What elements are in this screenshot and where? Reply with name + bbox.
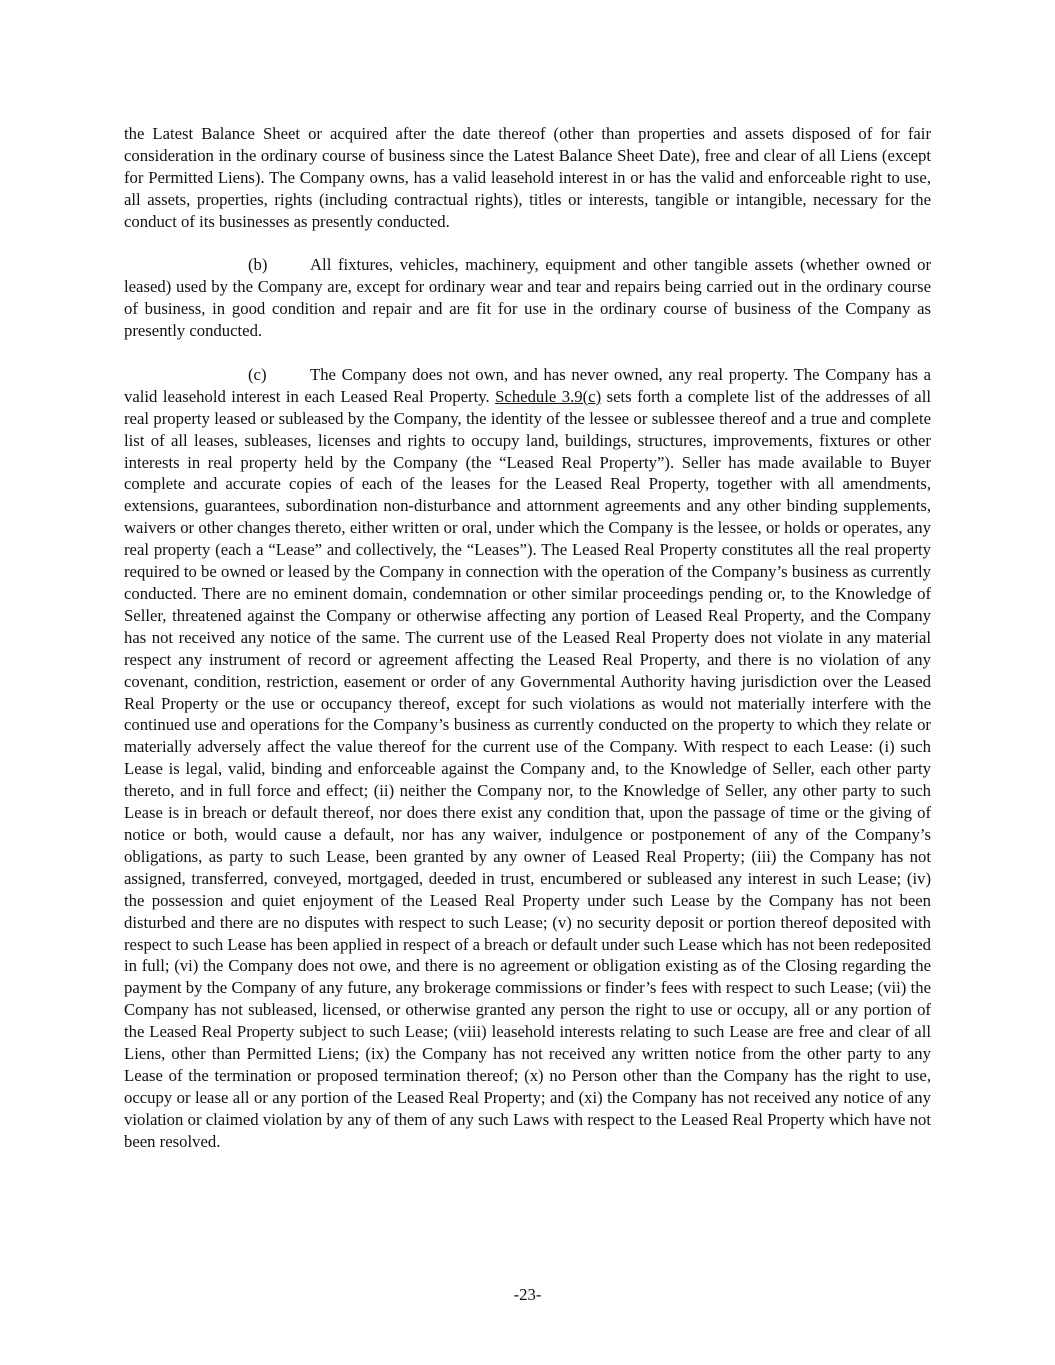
paragraph-c bbox=[124, 364, 931, 1153]
paragraph-text: All fixtures, vehicles, machinery, equipment and other tangible assets (whether owned or leased) used by the Company are, except for ordinary wear and tear and repairs being carried out in the ordinary course of business, in good condition and repair and are fit for use in the ordinary course of business of the Company as presently conducted. bbox=[124, 255, 931, 341]
schedule-reference: Schedule 3.9(c) bbox=[495, 386, 602, 406]
paragraph-label: (b) bbox=[248, 255, 268, 275]
paragraph-text: The Company does not own, and has never owned, any real property. The Company has a valid leasehold interest in each Leased Real Property. bbox=[124, 364, 931, 406]
paragraph-label: (c) bbox=[248, 364, 267, 384]
paragraph-b bbox=[124, 254, 931, 342]
document-page bbox=[124, 123, 931, 1174]
paragraph-a-continuation bbox=[124, 123, 931, 233]
paragraph-text-continued: sets forth a complete list of the addresses of all real property leased or subleased by the Company, the identity of the lessee or sublessee thereof and a true and complete list of all leases, subleases, licenses and rights to occupy land, buildings, structures, improvements, fixtures or other interests in real property held by the Company (the “Leased Real Property”). Seller has made available to Buyer complete and accurate copies of each of the leases for the Leased Real Property, together with all amendments, extensions, guarantees, subordination non-disturbance and attornment agreements and any other binding supplements, waivers or other changes thereto, either written or oral, under which the Company is the lessee, or holds or operates, any real property (each a “Lease” and collectively, the “Leases”). The Leased Real Property constitutes all the real property required to be owned or leased by the Company in connection with the operation of the Company’s business as currently conducted. There are no eminent domain, condemnation or other similar proceedings pending or, to the Knowledge of Seller, threatened against the Company or otherwise affecting any portion of Leased Real Property, and the Company has not received any notice of the same. The current use of the Leased Real Property does not violate in any material respect any instrument of record or agreement affecting the Leased Real Property, and there is no violation of any covenant, condition, restriction, easement or order of any Governmental Authority having jurisdiction over the Leased Real Property or the use or occupancy thereof, except for such violations as would not materially interfere with the continued use and operations for the Company’s business as currently conducted on the property to which they relate or materially adversely affect the value thereof for the current use of the Company. With respect to each Lease: (i) such Lease is legal, valid, binding and enforceable against the Company and, to the Knowledge of Seller, each other party thereto, and in full force and effect; (ii) neither the Company nor, to the Knowledge of Seller, any other party to such Lease is in breach or default thereof, nor does there exist any condition that, upon the passage of time or the giving of notice or both, would cause a default, nor has any waiver, indulgence or postponement of any of the Company’s obligations, as party to such Lease, been granted by any owner of Leased Real Property; (iii) the Company has not assigned, transferred, conveyed, mortgaged, deeded in trust, encumbered or subleased any interest in such Lease; (iv) the possession and quiet enjoyment of the Leased Real Property under such Lease by the Company has not been disturbed and there are no disputes with respect to such Lease; (v) no security deposit or portion thereof deposited with respect to such Lease has been applied in respect of a breach or default under such Lease which has not been redeposited in full; (vi) the Company does not owe, and there is no agreement or obligation existing as of the Closing regarding the payment by the Company of any future, any brokerage commissions or finder’s fees with respect to such Lease; (vii) the Company has not subleased, licensed, or otherwise granted any person the right to use or occupy, all or any portion of the Leased Real Property subject to such Lease; (viii) leasehold interests relating to such Lease are free and clear of all Liens, other than Permitted Liens; (ix) the Company has not received any written notice from the other party to any Lease of the termination or proposed termination thereof; (x) no Person other than the Company has the right to use, occupy or lease all or any portion of the Leased Real Property; and (xi) the Company has not received any notice of any violation or claimed violation by any of them of any such Laws with respect to the Leased Real Property which have not been resolved. bbox=[124, 386, 931, 1151]
paragraph-text: the Latest Balance Sheet or acquired after the date thereof (other than properties and assets disposed of for fair consideration in the ordinary course of business since the Latest Balance Sheet Date), free and clear of all Liens (except for Permitted Liens). The Company owns, has a valid leasehold interest in or has the valid and enforceable right to use, all assets, properties, rights (including contractual rights), titles or interests, tangible or intangible, necessary for the conduct of its businesses as presently conducted. bbox=[124, 124, 931, 231]
page-number: -23- bbox=[513, 1285, 542, 1304]
